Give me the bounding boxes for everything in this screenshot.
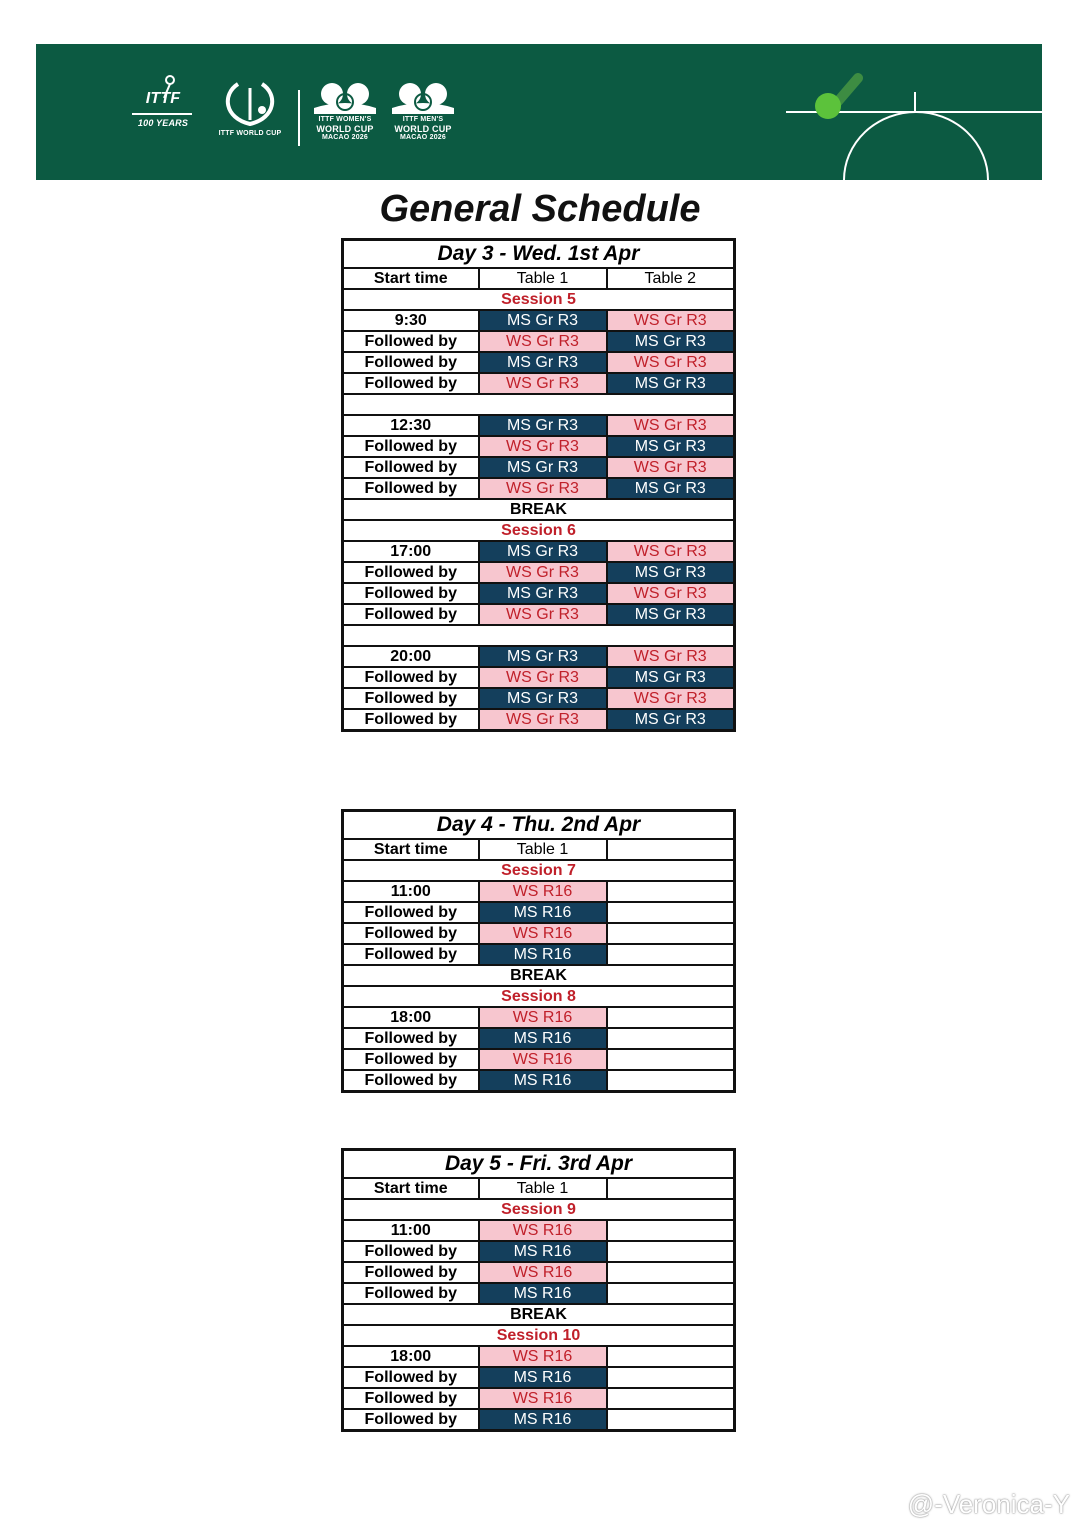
start-time: 18:00 — [343, 1007, 479, 1028]
table-2-match: WS Gr R3 — [607, 352, 735, 373]
table-1-match: WS R16 — [479, 1049, 607, 1070]
table-2-match: MS Gr R3 — [607, 478, 735, 499]
break-label: BREAK — [343, 1304, 735, 1325]
table-2-match: WS Gr R3 — [607, 457, 735, 478]
session-row — [343, 1199, 735, 1220]
session-row — [343, 1325, 735, 1346]
followed-by-label: Followed by — [343, 709, 479, 731]
start-time: 11:00 — [343, 1220, 479, 1241]
day-title: Day 3 - Wed. 1st Apr — [343, 240, 735, 269]
match-row — [343, 688, 735, 709]
table-2-match — [607, 1262, 735, 1283]
followed-by-label: Followed by — [343, 1070, 479, 1092]
world-cup-emblem-icon — [212, 80, 288, 130]
table-1-match: WS Gr R3 — [479, 373, 607, 394]
table-1-match: WS Gr R3 — [479, 562, 607, 583]
womens-cup-line-3: MACAO 2026 — [322, 134, 368, 141]
match-row — [343, 331, 735, 352]
match-row — [343, 1007, 735, 1028]
match-row — [343, 1409, 735, 1431]
followed-by-label: Followed by — [343, 1028, 479, 1049]
session-row — [343, 860, 735, 881]
table-1-match: MS Gr R3 — [479, 583, 607, 604]
followed-by-label: Followed by — [343, 923, 479, 944]
day-title-row — [343, 811, 735, 840]
table-1-match: MS Gr R3 — [479, 646, 607, 667]
table-2-match — [607, 1028, 735, 1049]
table-2-header — [607, 839, 735, 860]
table-2-match: MS Gr R3 — [607, 373, 735, 394]
mens-cup-line-2: WORLD CUP — [394, 124, 452, 134]
match-row — [343, 709, 735, 731]
ittf-wordmark: ITTF — [145, 90, 181, 107]
break-row — [343, 965, 735, 986]
day-title-row — [343, 240, 735, 269]
table-1-match: WS Gr R3 — [479, 436, 607, 457]
header-banner — [36, 44, 1042, 180]
match-row — [343, 436, 735, 457]
table-1-match: WS R16 — [479, 1388, 607, 1409]
table-1-match: WS R16 — [479, 1007, 607, 1028]
match-row — [343, 1283, 735, 1304]
match-row — [343, 1346, 735, 1367]
table-1-match: MS R16 — [479, 1241, 607, 1262]
match-row — [343, 1220, 735, 1241]
match-row — [343, 352, 735, 373]
match-row — [343, 373, 735, 394]
session-label: Session 9 — [343, 1199, 735, 1220]
ittf-100-years-logo — [128, 74, 198, 128]
table-1-match: MS R16 — [479, 1070, 607, 1092]
followed-by-label: Followed by — [343, 436, 479, 457]
table-2-match — [607, 944, 735, 965]
day-schedule-table — [341, 238, 736, 732]
table-1-match: MS R16 — [479, 944, 607, 965]
followed-by-label: Followed by — [343, 902, 479, 923]
page-title: General Schedule — [379, 188, 701, 230]
spacer — [343, 625, 735, 646]
table-1-match: WS R16 — [479, 881, 607, 902]
match-row — [343, 923, 735, 944]
break-row — [343, 499, 735, 520]
match-row — [343, 944, 735, 965]
start-time-header: Start time — [343, 1178, 479, 1199]
header-row — [343, 1178, 735, 1199]
table-1-header: Table 1 — [479, 839, 607, 860]
table-2-match: MS Gr R3 — [607, 709, 735, 731]
table-2-match — [607, 1409, 735, 1431]
table-2-match — [607, 1007, 735, 1028]
followed-by-label: Followed by — [343, 944, 479, 965]
watermark: @-Veronica-Y — [907, 1489, 1070, 1519]
match-row — [343, 1049, 735, 1070]
table-2-match — [607, 1070, 735, 1092]
day-title-row — [343, 1150, 735, 1179]
table-1-match: MS R16 — [479, 1409, 607, 1431]
followed-by-label: Followed by — [343, 457, 479, 478]
table-2-match: WS Gr R3 — [607, 583, 735, 604]
table-2-match: WS Gr R3 — [607, 688, 735, 709]
day-title: Day 4 - Thu. 2nd Apr — [343, 811, 735, 840]
match-row — [343, 1241, 735, 1262]
table-2-header — [607, 1178, 735, 1199]
session-label: Session 5 — [343, 289, 735, 310]
table-1-match: WS Gr R3 — [479, 604, 607, 625]
table-2-match: WS Gr R3 — [607, 310, 735, 331]
mens-cup-line-3: MACAO 2026 — [400, 134, 446, 141]
table-2-match — [607, 1388, 735, 1409]
table-2-match — [607, 1367, 735, 1388]
match-row — [343, 310, 735, 331]
followed-by-label: Followed by — [343, 1241, 479, 1262]
table-1-match: MS R16 — [479, 1028, 607, 1049]
years-caption: 100 YEARS — [137, 118, 189, 128]
followed-by-label: Followed by — [343, 331, 479, 352]
table-1-match: MS R16 — [479, 902, 607, 923]
match-row — [343, 457, 735, 478]
spacer-row — [343, 394, 735, 415]
followed-by-label: Followed by — [343, 562, 479, 583]
table-2-match — [607, 1049, 735, 1070]
session-label: Session 8 — [343, 986, 735, 1007]
start-time: 11:00 — [343, 881, 479, 902]
table-1-header: Table 1 — [479, 268, 607, 289]
start-time: 20:00 — [343, 646, 479, 667]
match-row — [343, 478, 735, 499]
break-label: BREAK — [343, 965, 735, 986]
match-row — [343, 1388, 735, 1409]
table-2-header: Table 2 — [607, 268, 735, 289]
match-row — [343, 1262, 735, 1283]
table-2-match: WS Gr R3 — [607, 415, 735, 436]
header-row — [343, 839, 735, 860]
table-2-match — [607, 1220, 735, 1241]
table-1-match: MS Gr R3 — [479, 310, 607, 331]
start-time: 18:00 — [343, 1346, 479, 1367]
match-row — [343, 541, 735, 562]
followed-by-label: Followed by — [343, 1388, 479, 1409]
world-cup-caption: ITTF WORLD CUP — [218, 130, 282, 137]
start-time: 12:30 — [343, 415, 479, 436]
match-row — [343, 881, 735, 902]
table-2-match: MS Gr R3 — [607, 667, 735, 688]
table-2-match: MS Gr R3 — [607, 562, 735, 583]
followed-by-label: Followed by — [343, 688, 479, 709]
header-row — [343, 268, 735, 289]
table-1-header: Table 1 — [479, 1178, 607, 1199]
break-row — [343, 1304, 735, 1325]
table-1-match: WS Gr R3 — [479, 478, 607, 499]
followed-by-label: Followed by — [343, 604, 479, 625]
match-row — [343, 604, 735, 625]
followed-by-label: Followed by — [343, 352, 479, 373]
session-row — [343, 986, 735, 1007]
followed-by-label: Followed by — [343, 1409, 479, 1431]
day-schedule-table — [341, 809, 736, 1093]
table-1-match: WS R16 — [479, 1262, 607, 1283]
table-2-match — [607, 1283, 735, 1304]
table-2-match — [607, 923, 735, 944]
start-time: 17:00 — [343, 541, 479, 562]
match-row — [343, 415, 735, 436]
table-1-match: WS R16 — [479, 1220, 607, 1241]
mens-cup-line-1: ITTF MEN'S — [402, 116, 444, 123]
spacer-row — [343, 625, 735, 646]
table-1-match: MS Gr R3 — [479, 688, 607, 709]
followed-by-label: Followed by — [343, 1049, 479, 1070]
spacer — [343, 394, 735, 415]
womens-cup-line-2: WORLD CUP — [316, 124, 374, 134]
followed-by-label: Followed by — [343, 1283, 479, 1304]
match-row — [343, 646, 735, 667]
session-label: Session 10 — [343, 1325, 735, 1346]
cup-rings-icon — [388, 80, 458, 116]
table-2-match — [607, 902, 735, 923]
session-row — [343, 289, 735, 310]
logo-divider — [298, 90, 300, 146]
table-1-match: WS Gr R3 — [479, 331, 607, 352]
table-2-match: MS Gr R3 — [607, 436, 735, 457]
match-row — [343, 667, 735, 688]
followed-by-label: Followed by — [343, 1367, 479, 1388]
table-1-match: MS Gr R3 — [479, 415, 607, 436]
match-row — [343, 1367, 735, 1388]
ittf-world-cup-logo — [212, 80, 288, 138]
table-1-match: MS R16 — [479, 1367, 607, 1388]
session-row — [343, 520, 735, 541]
table-1-match: MS R16 — [479, 1283, 607, 1304]
day-schedule-table — [341, 1148, 736, 1432]
break-label: BREAK — [343, 499, 735, 520]
match-row — [343, 1070, 735, 1092]
table-1-match: MS Gr R3 — [479, 352, 607, 373]
followed-by-label: Followed by — [343, 478, 479, 499]
session-label: Session 7 — [343, 860, 735, 881]
start-time-header: Start time — [343, 839, 479, 860]
table-graphic-icon — [776, 44, 1042, 180]
table-1-match: WS Gr R3 — [479, 709, 607, 731]
start-time-header: Start time — [343, 268, 479, 289]
mens-world-cup-logo — [388, 80, 458, 142]
day-title: Day 5 - Fri. 3rd Apr — [343, 1150, 735, 1179]
womens-cup-line-1: ITTF WOMEN'S — [318, 116, 372, 123]
match-row — [343, 902, 735, 923]
followed-by-label: Followed by — [343, 373, 479, 394]
followed-by-label: Followed by — [343, 667, 479, 688]
followed-by-label: Followed by — [343, 1262, 479, 1283]
table-1-match: WS R16 — [479, 1346, 607, 1367]
table-2-match: WS Gr R3 — [607, 541, 735, 562]
start-time: 9:30 — [343, 310, 479, 331]
table-2-match — [607, 1346, 735, 1367]
table-2-match — [607, 881, 735, 902]
table-2-match: MS Gr R3 — [607, 331, 735, 352]
womens-world-cup-logo — [310, 80, 380, 142]
followed-by-label: Followed by — [343, 583, 479, 604]
table-1-match: WS R16 — [479, 923, 607, 944]
table-1-match: WS Gr R3 — [479, 667, 607, 688]
table-1-match: MS Gr R3 — [479, 541, 607, 562]
table-2-match — [607, 1241, 735, 1262]
table-2-match: WS Gr R3 — [607, 646, 735, 667]
match-row — [343, 562, 735, 583]
table-2-match: MS Gr R3 — [607, 604, 735, 625]
cup-rings-icon — [310, 80, 380, 116]
session-label: Session 6 — [343, 520, 735, 541]
match-row — [343, 1028, 735, 1049]
match-row — [343, 583, 735, 604]
table-1-match: MS Gr R3 — [479, 457, 607, 478]
